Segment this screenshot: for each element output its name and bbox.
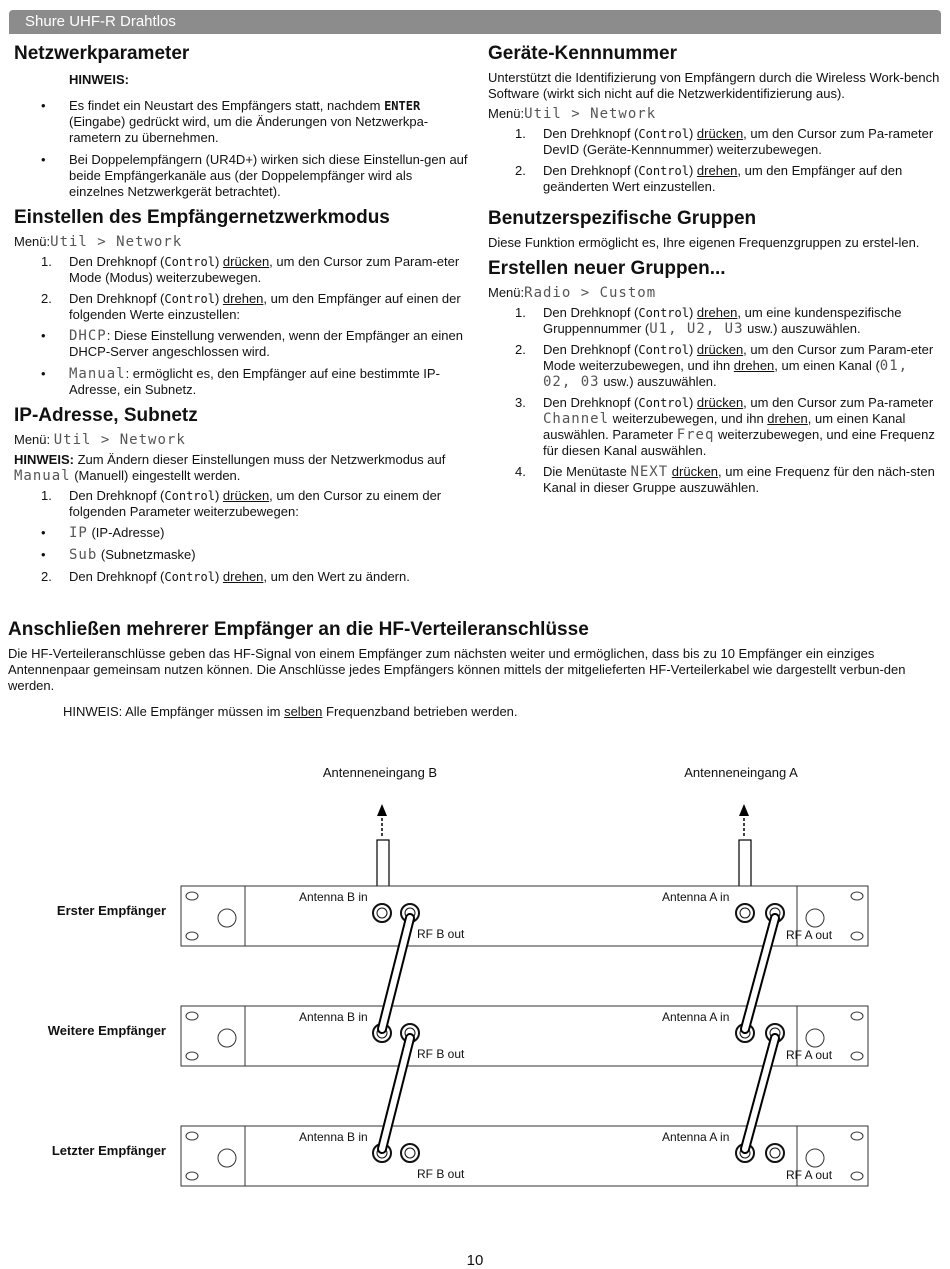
page-number: 10 bbox=[466, 1252, 484, 1269]
port-label: RF B out bbox=[417, 1047, 465, 1061]
antenna-b-label: Antenneneingang B bbox=[322, 765, 438, 780]
port-label: Antenna A in bbox=[662, 890, 730, 904]
port-label: RF B out bbox=[417, 927, 465, 941]
port-label: Antenna B in bbox=[299, 890, 368, 904]
intro-paragraph: Diese Funktion ermöglicht es, Ihre eigenen Frequenzgruppen zu erstel-len. bbox=[488, 235, 920, 250]
page-header-bar bbox=[9, 10, 941, 34]
list-item: 4. Die Menütaste NEXT drücken, um eine Frequenz für den näch-sten Kanal in dieser Gruppe auszuwählen. bbox=[515, 464, 935, 495]
list-item: 1. Den Drehknopf (Control) drehen, um eine kundenspezifische Gruppennummer (U1, U2, U3 usw.) auszuwählen. bbox=[515, 305, 902, 337]
list-item: 3. Den Drehknopf (Control) drücken, um den Cursor zum Pa-rameter Channel weiterzubewegen, und ihn drehen, um einen Kanal auswählen. Parameter Freq weiterzubewegen, und eine Frequenz für diesen Kanal auswählen. bbox=[515, 395, 935, 458]
note-paragraph: HINWEIS: Zum Ändern dieser Einstellungen muss der Netzwerkmodus auf Manual (Manuell) eingestellt werden. bbox=[14, 452, 446, 484]
receiver-unit bbox=[57, 886, 868, 946]
port-label: Antenna B in bbox=[299, 1130, 368, 1144]
list-item: • IP (IP-Adresse) bbox=[14, 525, 470, 541]
right-column bbox=[488, 42, 942, 501]
menu-path: Menü:Radio > Custom bbox=[488, 285, 657, 301]
list-item: 2. Den Drehknopf (Control) drehen, um den Wert zu ändern. bbox=[41, 569, 410, 584]
antenna-a-label: Antenneneingang A bbox=[684, 765, 798, 780]
receiver-label: Erster Empfänger bbox=[56, 903, 166, 918]
heading-new-groups: Erstellen neuer Gruppen... bbox=[488, 258, 726, 279]
list-item: 1. Den Drehknopf (Control) drücken, um den Cursor zum Pa-rameter DevID (Geräte-Kennnummer) weiterzubewegen. bbox=[515, 126, 934, 157]
list-item: • DHCP: Diese Einstellung verwenden, wenn der Empfänger an einen DHCP-Server angeschlossen wird. bbox=[14, 328, 470, 360]
receiver-label: Letzter Empfänger bbox=[51, 1143, 166, 1158]
list-item: 2. Den Drehknopf (Control) drehen, um den Empfänger auf einen der folgenden Werte einzustellen: bbox=[41, 291, 461, 322]
menu-path: Menü:Util > Network bbox=[14, 234, 183, 250]
list-item: • Sub (Subnetzmaske) bbox=[14, 547, 470, 563]
port-label: Antenna A in bbox=[662, 1010, 730, 1024]
rf-note: HINWEIS: Alle Empfänger müssen im selben Frequenzband betrieben werden. bbox=[63, 704, 518, 719]
heading-rf-cascade: Anschließen mehrerer Empfänger an die HF-Verteileranschlüsse bbox=[8, 619, 589, 640]
menu-path: Menü:Util > Network bbox=[488, 106, 657, 122]
list-item: 2. Den Drehknopf (Control) drücken, um den Cursor zum Param-eter Mode weiterzubewegen, und ihn drehen, um einen Kanal (01, 02, 03 usw.) auszuwählen. bbox=[515, 342, 934, 390]
rf-cascade-diagram bbox=[0, 740, 950, 1220]
list-item: 1. Den Drehknopf (Control) drücken, um den Cursor zum Param-eter Mode (Modus) weiterzubewegen. bbox=[41, 254, 460, 285]
list-item: 2. Den Drehknopf (Control) drehen, um den Empfänger auf den geänderten Wert einzustellen. bbox=[515, 163, 903, 194]
rf-body: Die HF-Verteileranschlüsse geben das HF-Signal von einem Empfänger zum nächsten weiter und ermöglichen, dass bis zu 10 Empfänger ein einziges Antennenpaar gemeinsam nutzen können. Die Anschlüsse jedes Empfängers können mittels der mitgelieferten HF-Verteilerkabel wie dargestellt verbun-den werden. bbox=[8, 646, 906, 693]
list-item: • Manual: ermöglicht es, den Empfänger auf eine bestimmte IP-Adresse, ein Subnetz. bbox=[14, 366, 470, 398]
port-label: RF A out bbox=[786, 928, 833, 942]
heading-device-id: Geräte-Kennnummer bbox=[488, 43, 677, 64]
heading-custom-groups: Benutzerspezifische Gruppen bbox=[488, 208, 757, 229]
header-title: Shure UHF-R Drahtlos bbox=[25, 13, 176, 30]
list-item: • Bei Doppelempfängern (UR4D+) wirken sich diese Einstellun-gen auf beide Empfängerkanäle aus (der Doppelempfänger wird als einzelnes Netzwerkgerät betrachtet). bbox=[14, 152, 470, 200]
list-item: 1. Den Drehknopf (Control) drücken, um den Cursor zu einem der folgenden Parameter weiterzubewegen: bbox=[41, 488, 442, 519]
receiver-label: Weitere Empfänger bbox=[47, 1023, 166, 1038]
port-label: Antenna B in bbox=[299, 1010, 368, 1024]
port-label: Antenna A in bbox=[662, 1130, 730, 1144]
list-item: • Es findet ein Neustart des Empfängers statt, nachdem ENTER (Eingabe) gedrückt wird, um die Änderungen von Netzwerkpa-rametern zu übernehmen. bbox=[14, 98, 470, 146]
menu-path: Menü: Util > Network bbox=[14, 432, 186, 448]
left-column bbox=[14, 42, 470, 590]
intro-paragraph: Unterstützt die Identifizierung von Empfängern durch die Wireless Work-bench Software (wirkt sich nicht auf die Netzwerkidentifizierung aus). bbox=[488, 70, 940, 101]
note-label: HINWEIS: bbox=[69, 72, 129, 87]
port-label: RF A out bbox=[786, 1048, 833, 1062]
heading-ip-subnet: IP-Adresse, Subnetz bbox=[14, 405, 198, 426]
port-label: RF B out bbox=[417, 1167, 465, 1181]
heading-network-mode: Einstellen des Empfängernetzwerkmodus bbox=[14, 207, 390, 228]
heading-network-params: Netzwerkparameter bbox=[14, 43, 190, 64]
rf-section bbox=[8, 618, 942, 720]
port-label: RF A out bbox=[786, 1168, 833, 1182]
